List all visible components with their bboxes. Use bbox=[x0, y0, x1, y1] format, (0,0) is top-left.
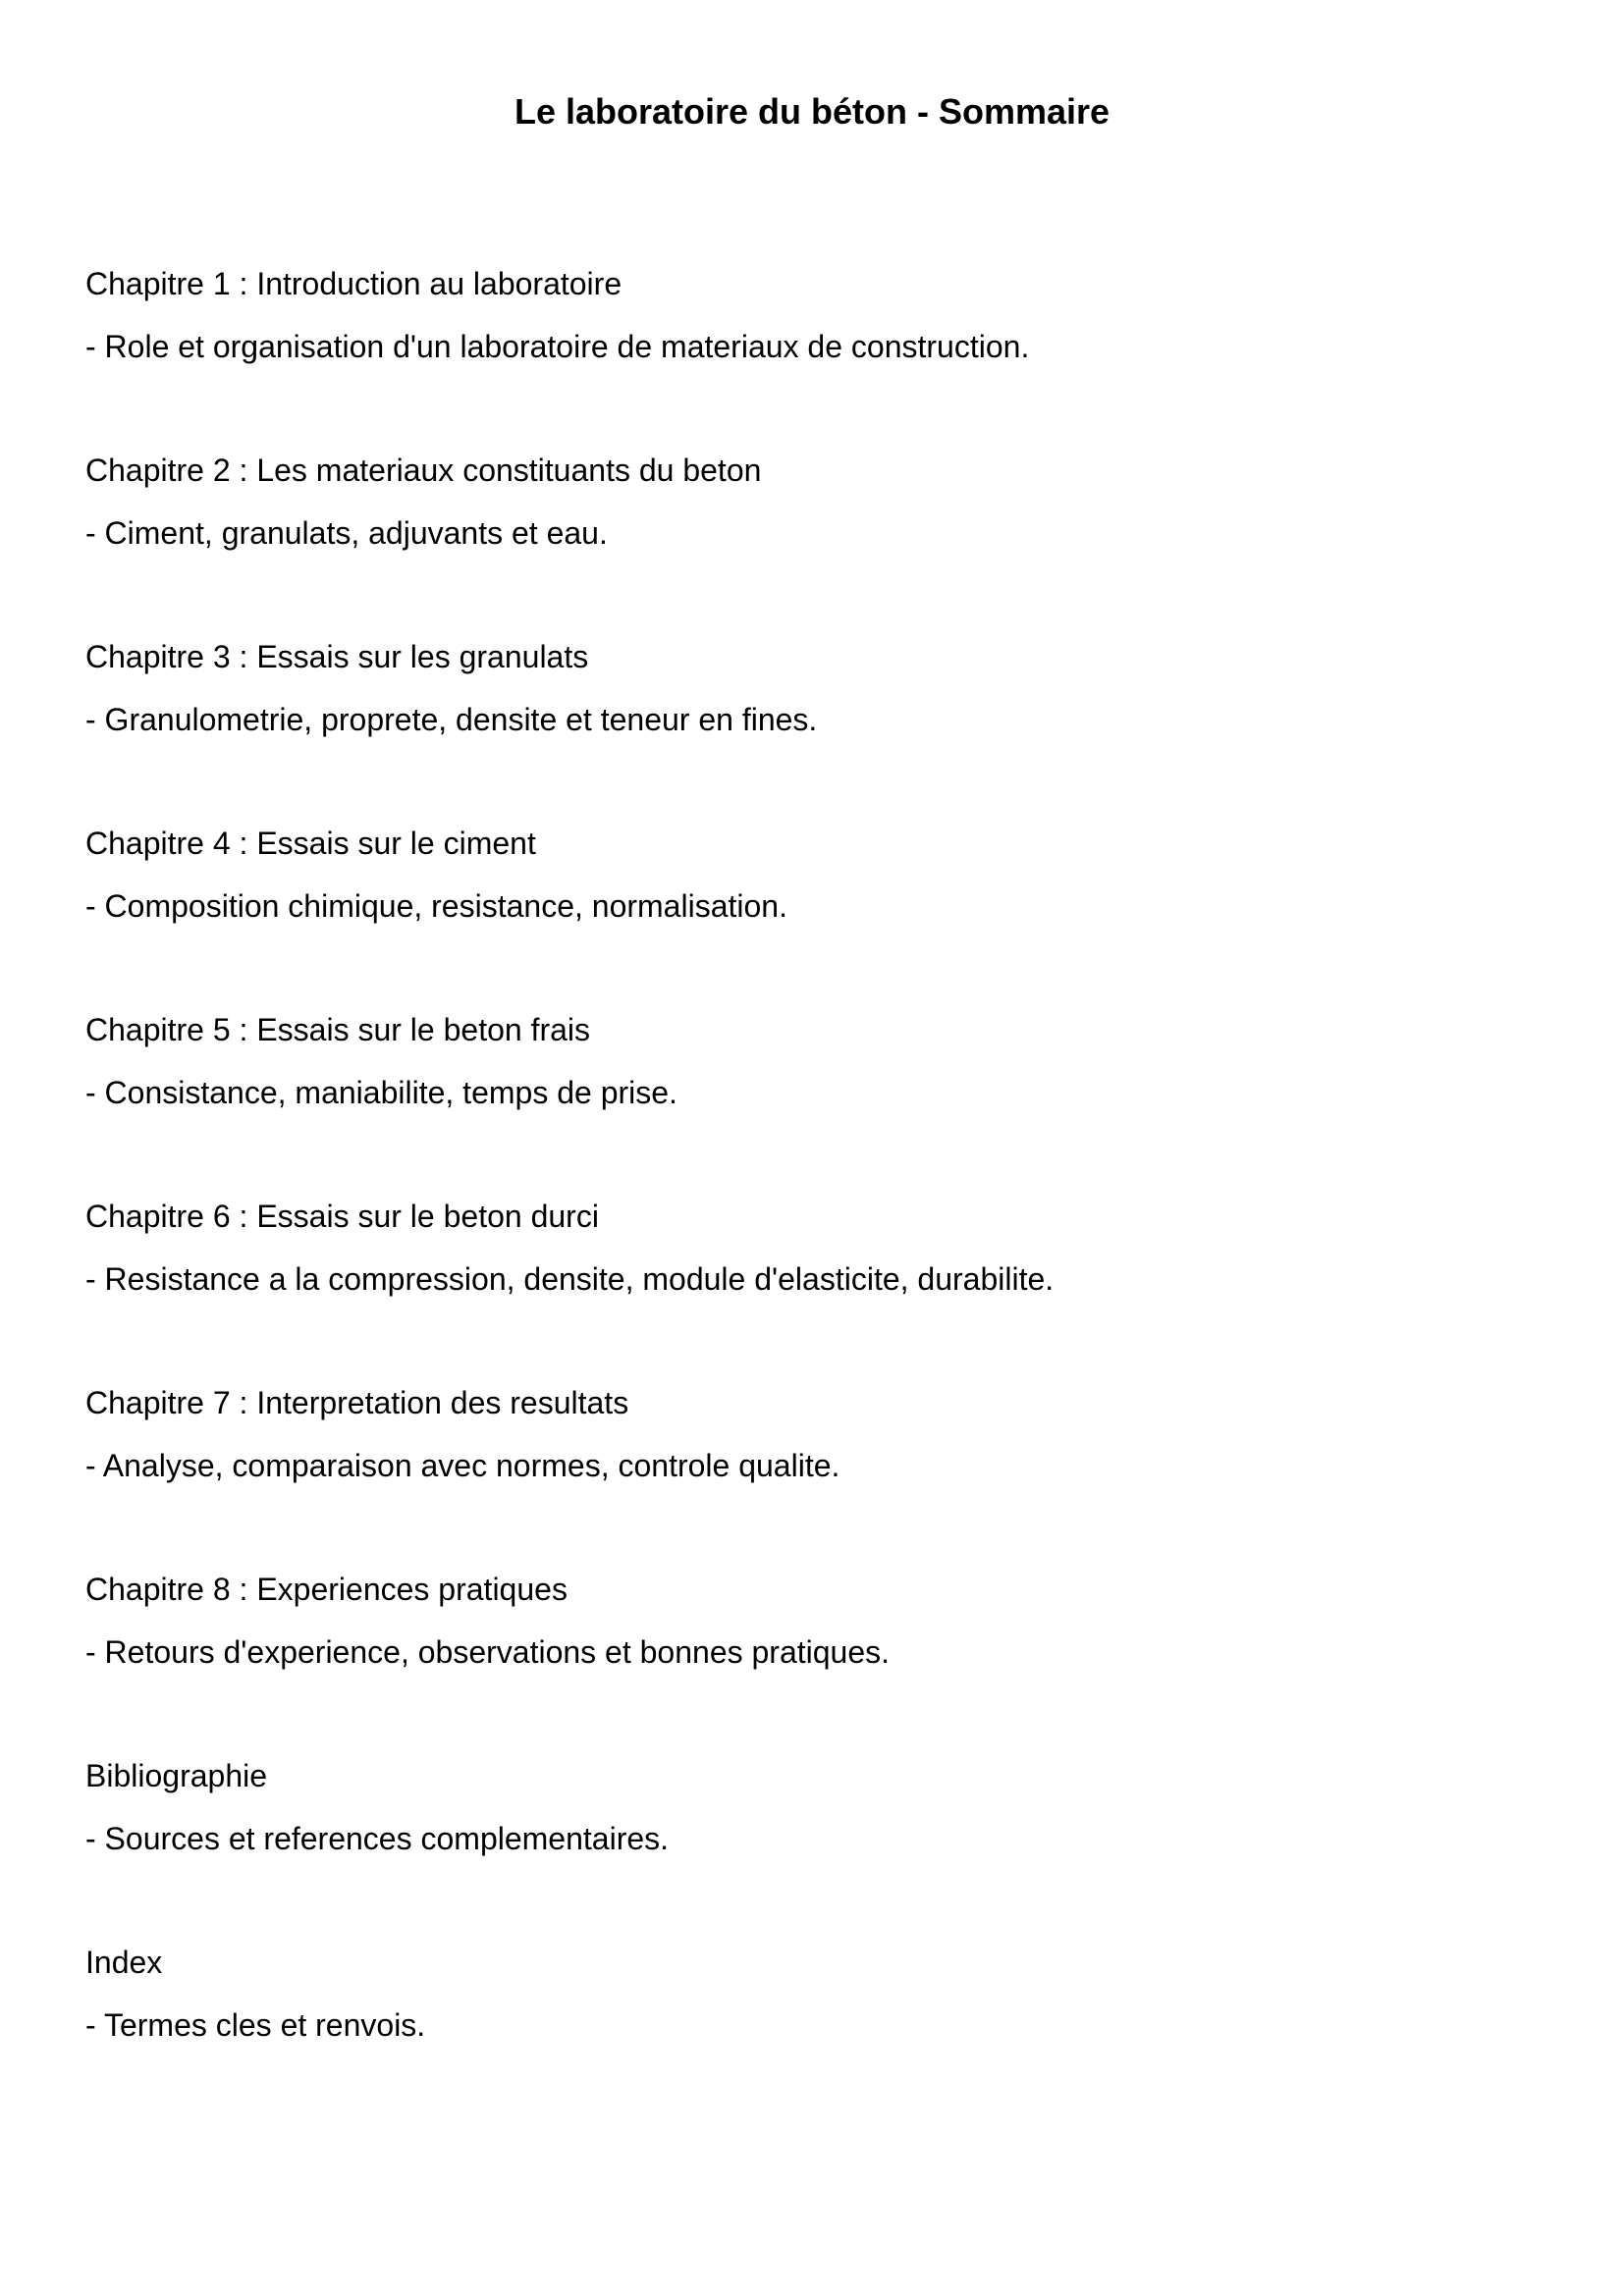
toc-entry-heading: Chapitre 1 : Introduction au laboratoire bbox=[85, 266, 623, 301]
toc-entry-chapitre-1 bbox=[85, 263, 1539, 450]
toc-entry-heading: Chapitre 3 : Essais sur les granulats bbox=[85, 639, 589, 674]
toc-entry-description: - Ciment, granulats, adjuvants et eau. bbox=[85, 515, 608, 551]
toc-entry-chapitre-8 bbox=[85, 1569, 1539, 1755]
toc-entry-index bbox=[85, 1942, 1539, 2128]
toc-entry-bibliographie bbox=[85, 1755, 1539, 1942]
toc-entry-heading: Chapitre 8 : Experiences pratiques bbox=[85, 1572, 568, 1607]
toc-entry-description: - Resistance a la compression, densite, module d'elasticite, durabilite. bbox=[85, 1261, 1055, 1297]
toc-entry-description: - Consistance, maniabilite, temps de prise. bbox=[85, 1075, 677, 1110]
toc-entry-chapitre-2 bbox=[85, 450, 1539, 636]
toc-entry-heading: Chapitre 6 : Essais sur le beton durci bbox=[85, 1199, 599, 1234]
toc-entry-chapitre-7 bbox=[85, 1382, 1539, 1569]
toc-entry-description: - Sources et references complementaires. bbox=[85, 1821, 670, 1856]
toc-entry-heading: Index bbox=[85, 1945, 163, 1980]
toc-entry-heading: Chapitre 7 : Interpretation des resultats bbox=[85, 1385, 629, 1420]
toc-entry-description: - Composition chimique, resistance, normalisation. bbox=[85, 888, 787, 924]
toc-entry-chapitre-3 bbox=[85, 636, 1539, 823]
toc-entry-heading: Chapitre 5 : Essais sur le beton frais bbox=[85, 1012, 591, 1047]
toc-entry-heading: Chapitre 4 : Essais sur le ciment bbox=[85, 826, 536, 861]
toc-entry-description: - Retours d'experience, observations et bonnes pratiques. bbox=[85, 1634, 891, 1670]
toc-entry-description: - Granulometrie, proprete, densite et teneur en fines. bbox=[85, 702, 818, 737]
toc-entry-heading: Chapitre 2 : Les materiaux constituants du beton bbox=[85, 453, 762, 488]
toc-entry-description: - Termes cles et renvois. bbox=[85, 2007, 426, 2043]
toc-entry-description: - Analyse, comparaison avec normes, controle qualite. bbox=[85, 1448, 840, 1483]
toc-entry-chapitre-5 bbox=[85, 1009, 1539, 1196]
page-title: Le laboratoire du béton - Sommaire bbox=[514, 91, 1110, 132]
toc-entry-description: - Role et organisation d'un laboratoire de materiaux de construction. bbox=[85, 329, 1030, 364]
toc-entry-chapitre-4 bbox=[85, 823, 1539, 1009]
toc-entry-heading: Bibliographie bbox=[85, 1758, 268, 1793]
toc-entry-chapitre-6 bbox=[85, 1196, 1539, 1382]
table-of-contents bbox=[85, 263, 1539, 2128]
